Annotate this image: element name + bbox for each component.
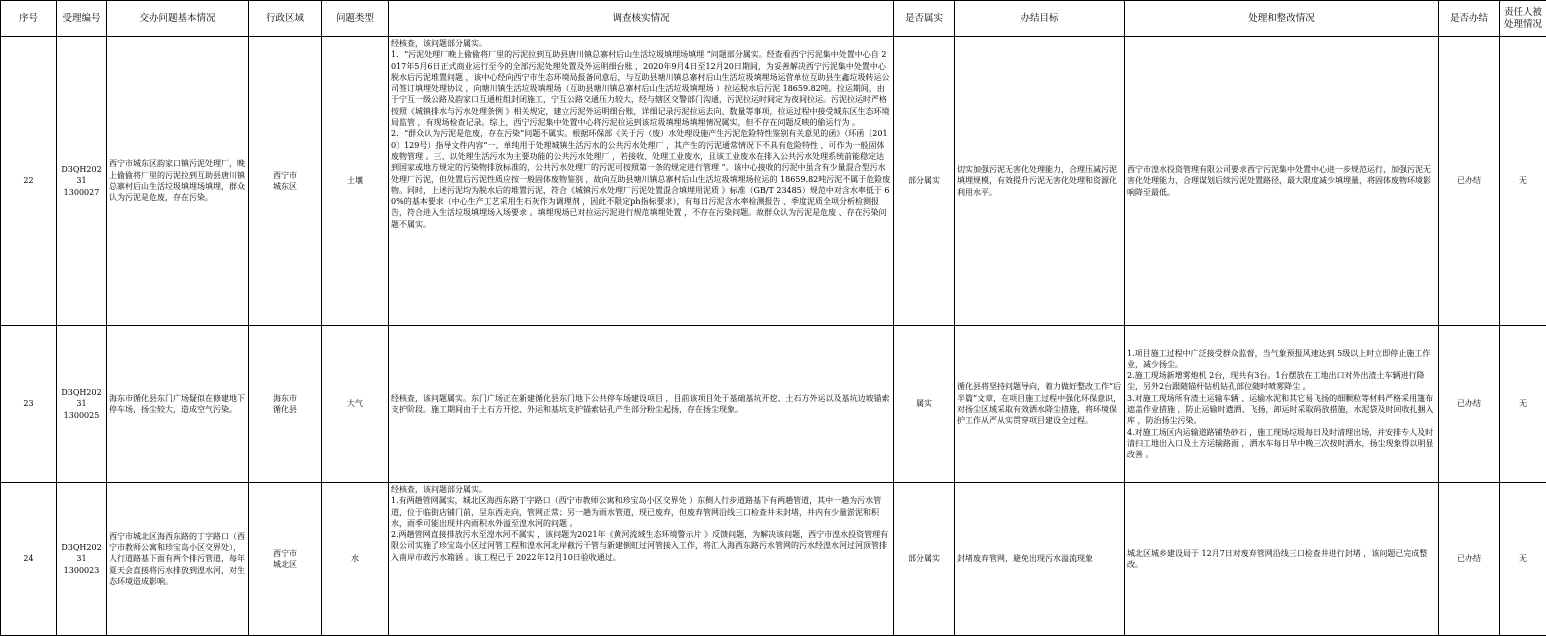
cell-issue	[107, 37, 249, 326]
cell-goal	[955, 326, 1125, 483]
cell-region	[249, 326, 322, 483]
cell-closed: 已办结	[1439, 483, 1500, 636]
region-text: 海东市 循化县	[251, 393, 319, 416]
cell-type: 大气	[322, 326, 389, 483]
cell-type: 水	[322, 483, 389, 636]
cell-verified: 属实	[894, 326, 955, 483]
cell-closed: 已办结	[1439, 326, 1500, 483]
cell-goal	[955, 37, 1125, 326]
cell-seq: 24	[1, 483, 57, 636]
header-investigation: 调查核实情况	[389, 1, 894, 37]
cell-code	[57, 483, 107, 636]
header-accountability: 责任人被处理情况	[1500, 1, 1546, 37]
header-seq: 序号	[1, 1, 57, 37]
table-row	[1, 37, 1546, 326]
table-row	[1, 483, 1546, 636]
cell-closed: 已办结	[1439, 37, 1500, 326]
handling-text: 城北区城乡建设局于 12月7日对废弃管网沿线三口检查井进行封堵 ，该问题已完成整改。	[1127, 548, 1436, 571]
cell-handling	[1125, 326, 1439, 483]
cell-verified: 部分属实	[894, 483, 955, 636]
header-row	[1, 1, 1546, 37]
issue-text: 海东市循化县东门广场疑似在修建地下停车场，扬尘较大，造成空气污染。	[109, 393, 246, 416]
cell-code	[57, 37, 107, 326]
cell-region	[249, 37, 322, 326]
table-row	[1, 326, 1546, 483]
cell-accountability: 无	[1500, 326, 1546, 483]
cell-code	[57, 326, 107, 483]
header-goal: 办结目标	[955, 1, 1125, 37]
goal-text: 切实加强污泥无害化处理能力，合理压减污泥填埋规模，有效提升污泥无害化处理和资源化利用水平。	[957, 164, 1122, 198]
cell-verified: 部分属实	[894, 37, 955, 326]
issue-text: 西宁市城东区韵家口镇污泥处理厂，晚上偷偷将厂里的污泥拉到互助县唐川镇总寨村后山生活垃圾填埋场填埋，群众认为污泥是危废，存在污染。	[109, 158, 246, 203]
code-text: D3QH20231 1300025	[59, 387, 104, 421]
goal-text: 循化县将坚持问题导向，着力做好整改工作“后半篇”文章，在项目施工过程中强化环保意识，对扬尘区域采取有效洒水降尘措施，将环境保护工作从严从实贯穿项目建设全过程。	[957, 381, 1122, 426]
region-text: 西宁市 城北区	[251, 548, 319, 571]
code-text: D3QH20231 1300027	[59, 164, 104, 198]
cell-investigation	[389, 37, 894, 326]
cell-accountability: 无	[1500, 483, 1546, 636]
header-region: 行政区域	[249, 1, 322, 37]
investigation-text: 经核查，该问题属实。东门广场正在新建循化县东门地下公共停车场建设项目 ，目前该项目处于基础基坑开挖、土石方外运以及基坑边坡锚索支护阶段。施工期间由于土石方开挖、外运和基坑支护锚索钻孔产生部分粉尘起扬，存在扬尘现象。	[391, 393, 891, 416]
code-text: D3QH20231 1300023	[59, 542, 104, 576]
cell-accountability: 无	[1500, 37, 1546, 326]
cell-type: 土壤	[322, 37, 389, 326]
header-verified: 是否属实	[894, 1, 955, 37]
cell-investigation	[389, 326, 894, 483]
cell-handling	[1125, 483, 1439, 636]
handling-text: 西宁市湟水投资管理有限公司要求西宁污泥集中处置中心进一步规范运行，加强污泥无害化处理能力，合理谋划后续污泥处置路径，最大限度减少填埋量，将固体废物环境影响降至最低。	[1127, 164, 1436, 198]
region-text: 西宁市 城东区	[251, 170, 319, 193]
cell-issue	[107, 326, 249, 483]
cell-issue	[107, 483, 249, 636]
header-issue: 交办问题基本情况	[107, 1, 249, 37]
investigation-text: 经核查，该问题部分属实。 1.有两趟管网属实，城北区海西东路丁字路口（西宁市教师公寓和珍宝岛小区交界处 ）东侧人行步道路基下有两趟管道，其中一趟为污水管道，位于临街店铺门前，呈东西走向，管网正常；另一趟为雨水管道，现已废弃，但废弃管网沿线三口检查井未封堵，井内有少量淤泥和积水，雨季可能出现井内雨积水外溢至湟水河的问题 。 2.两趟管网直接排放污水至湟水河不属实 ，该问题为2021年《黄河流域生态环境警示片 》反馈问题，为解决该问题，西宁市湟水投资管理有限公司实施了珍宝岛小区过河管工程和湟水河北岸截污干管与新建倒虹过河管接入工作，将汇入海西东路污水管网的污水经湟水河过河顶管排入南岸市政污水箱涵 。该工程已于 2022年12月10日验收通过。	[391, 484, 891, 563]
cell-investigation	[389, 483, 894, 636]
cell-seq: 22	[1, 37, 57, 326]
header-closed: 是否办结	[1439, 1, 1500, 37]
goal-text: 封堵废弃管网，避免出现污水溢流现象	[957, 553, 1122, 564]
issue-text: 西宁市城北区海西东路的丁字路口（西宁市教师公寓和珍宝岛小区交界处），人行道路基下面有两个排污管道，每年夏天会直接将污水排放到湟水河，对生态环境造成影响。	[109, 531, 246, 587]
handling-text: 1.项目施工过程中广泛接受群众监督，当气象预报风速达到 5级以上时立即停止施工作业，减少扬尘。 2.施工现场新增雾炮机 2台，现共有3台。1台摆放在工地出口对外出渣土车辆进行降尘，另外2台跟随锚杆钻机钻孔部位随时喷雾降尘 。 3.对施工现场所有渣土运输车辆 、运输水泥和其它易飞扬的细颗粒等材料严格采用篷布遮盖作业措施 ，防止运输时遗洒、飞扬，卸运时采取码放措施，水泥袋及时回收扎捆入库 ，防治扬尘污染。 4.对施工场区内运输道路铺垫砂石 ，施工现场垃圾每日及时清理出场，并安排专人及时清扫工地出入口及土方运输路面 ，洒水车每日早中晚三次按时洒水，扬尘现象得以明显改善 。	[1127, 348, 1436, 461]
header-type: 问题类型	[322, 1, 389, 37]
cell-seq: 23	[1, 326, 57, 483]
header-code: 受理编号	[57, 1, 107, 37]
cell-handling	[1125, 37, 1439, 326]
cell-goal	[955, 483, 1125, 636]
header-handling: 处理和整改情况	[1125, 1, 1439, 37]
cell-region	[249, 483, 322, 636]
investigation-text: 经核查，该问题部分属实。 1．“污泥处理厂晚上偷偷将厂里的污泥拉到互助县唐川镇总寨村后山生活垃圾填埋场填埋 ”问题部分属实。经查看西宁污泥集中处置中心自 2017年5月6日正式商业运行至今的全部污泥处理处置及外运明细台账 ，2020年9月4日至12月20日期间，为妥善解决西宁污泥集中处置中心脱水后污泥堆置问题 ，该中心经向西宁市生态环境局报备同意后，与互助县塘川镇总寨村后山生活垃圾填埋场运营单位互助县生鑫垃圾转运公司签订填埋处理协议 ，向塘川镇生活垃圾填埋场（互助县塘川镇总寨村后山生活垃圾填埋场 ）拉运脱水后污泥 18659.82吨。拉运期间，由于宁互一级公路及韵家口互通桩组封闭施工，宁互公路交通压力较大，经与辖区交警部门沟通，污泥拉运时间定为夜间拉运。污泥拉运时严格按照《城镇排水与污水处理条例 》相关规定，建立污泥外运明细台账，详细记录污泥拉运去向、数量等事项，拉运过程中接受城东区生态环境局监管 ，有现场检查记录。综上，西宁污泥集中处置中心将污泥拉运到该垃圾填埋场填埋情况属实，但不存在问题反映的偷运行为 。 2．“群众认为污泥是危废，存在污染”问题不属实。根据环保部《关于污（废）水处理设施产生污泥危险特性鉴别有关意见的函》（环函〔2010〕129号）指导文件内容“一、单纯用于处理城镇生活污水的公共污水处理厂 ，其产生的污泥通常情况下不具有危险特性 ，可作为一般固体废物管理 。三、以处理生活污水为主要功能的公共污水处理厂 ，若接收、处理工业废水，且该工业废水在排入公共污水处理系统前能稳定达到国家或地方规定的污染物排放标准的，公共污水处理厂的污泥可按照第一条的规定进行管理 ”。该中心接收的污泥中虽含有少量混合型污水处理厂污泥，但处置后污泥性质应按一般固体废物鉴别 ，故向互助县塘川镇总寨村后山生活垃圾填埋场拉运的 18659.82吨污泥不属于危险废物。同时，上述污泥均为脱水后的堆置污泥，符合《城镇污水处理厂污泥处置混合填埋用泥质 》标准（GB/T 23485）规范中对含水率低于 60%的基本要求（中心生产工艺采用生石灰作为调理剂 ，因此不限定ph指标要求），有每日污泥含水率检测报告 、季度泥质全项分析检测报告，符合进入生活垃圾填埋场入场要求 。填埋现场已对拉运污泥进行规范填埋处置 ，不存在污染问题。故群众认为污泥是危废 、存在污染问题不属实。	[391, 38, 891, 230]
